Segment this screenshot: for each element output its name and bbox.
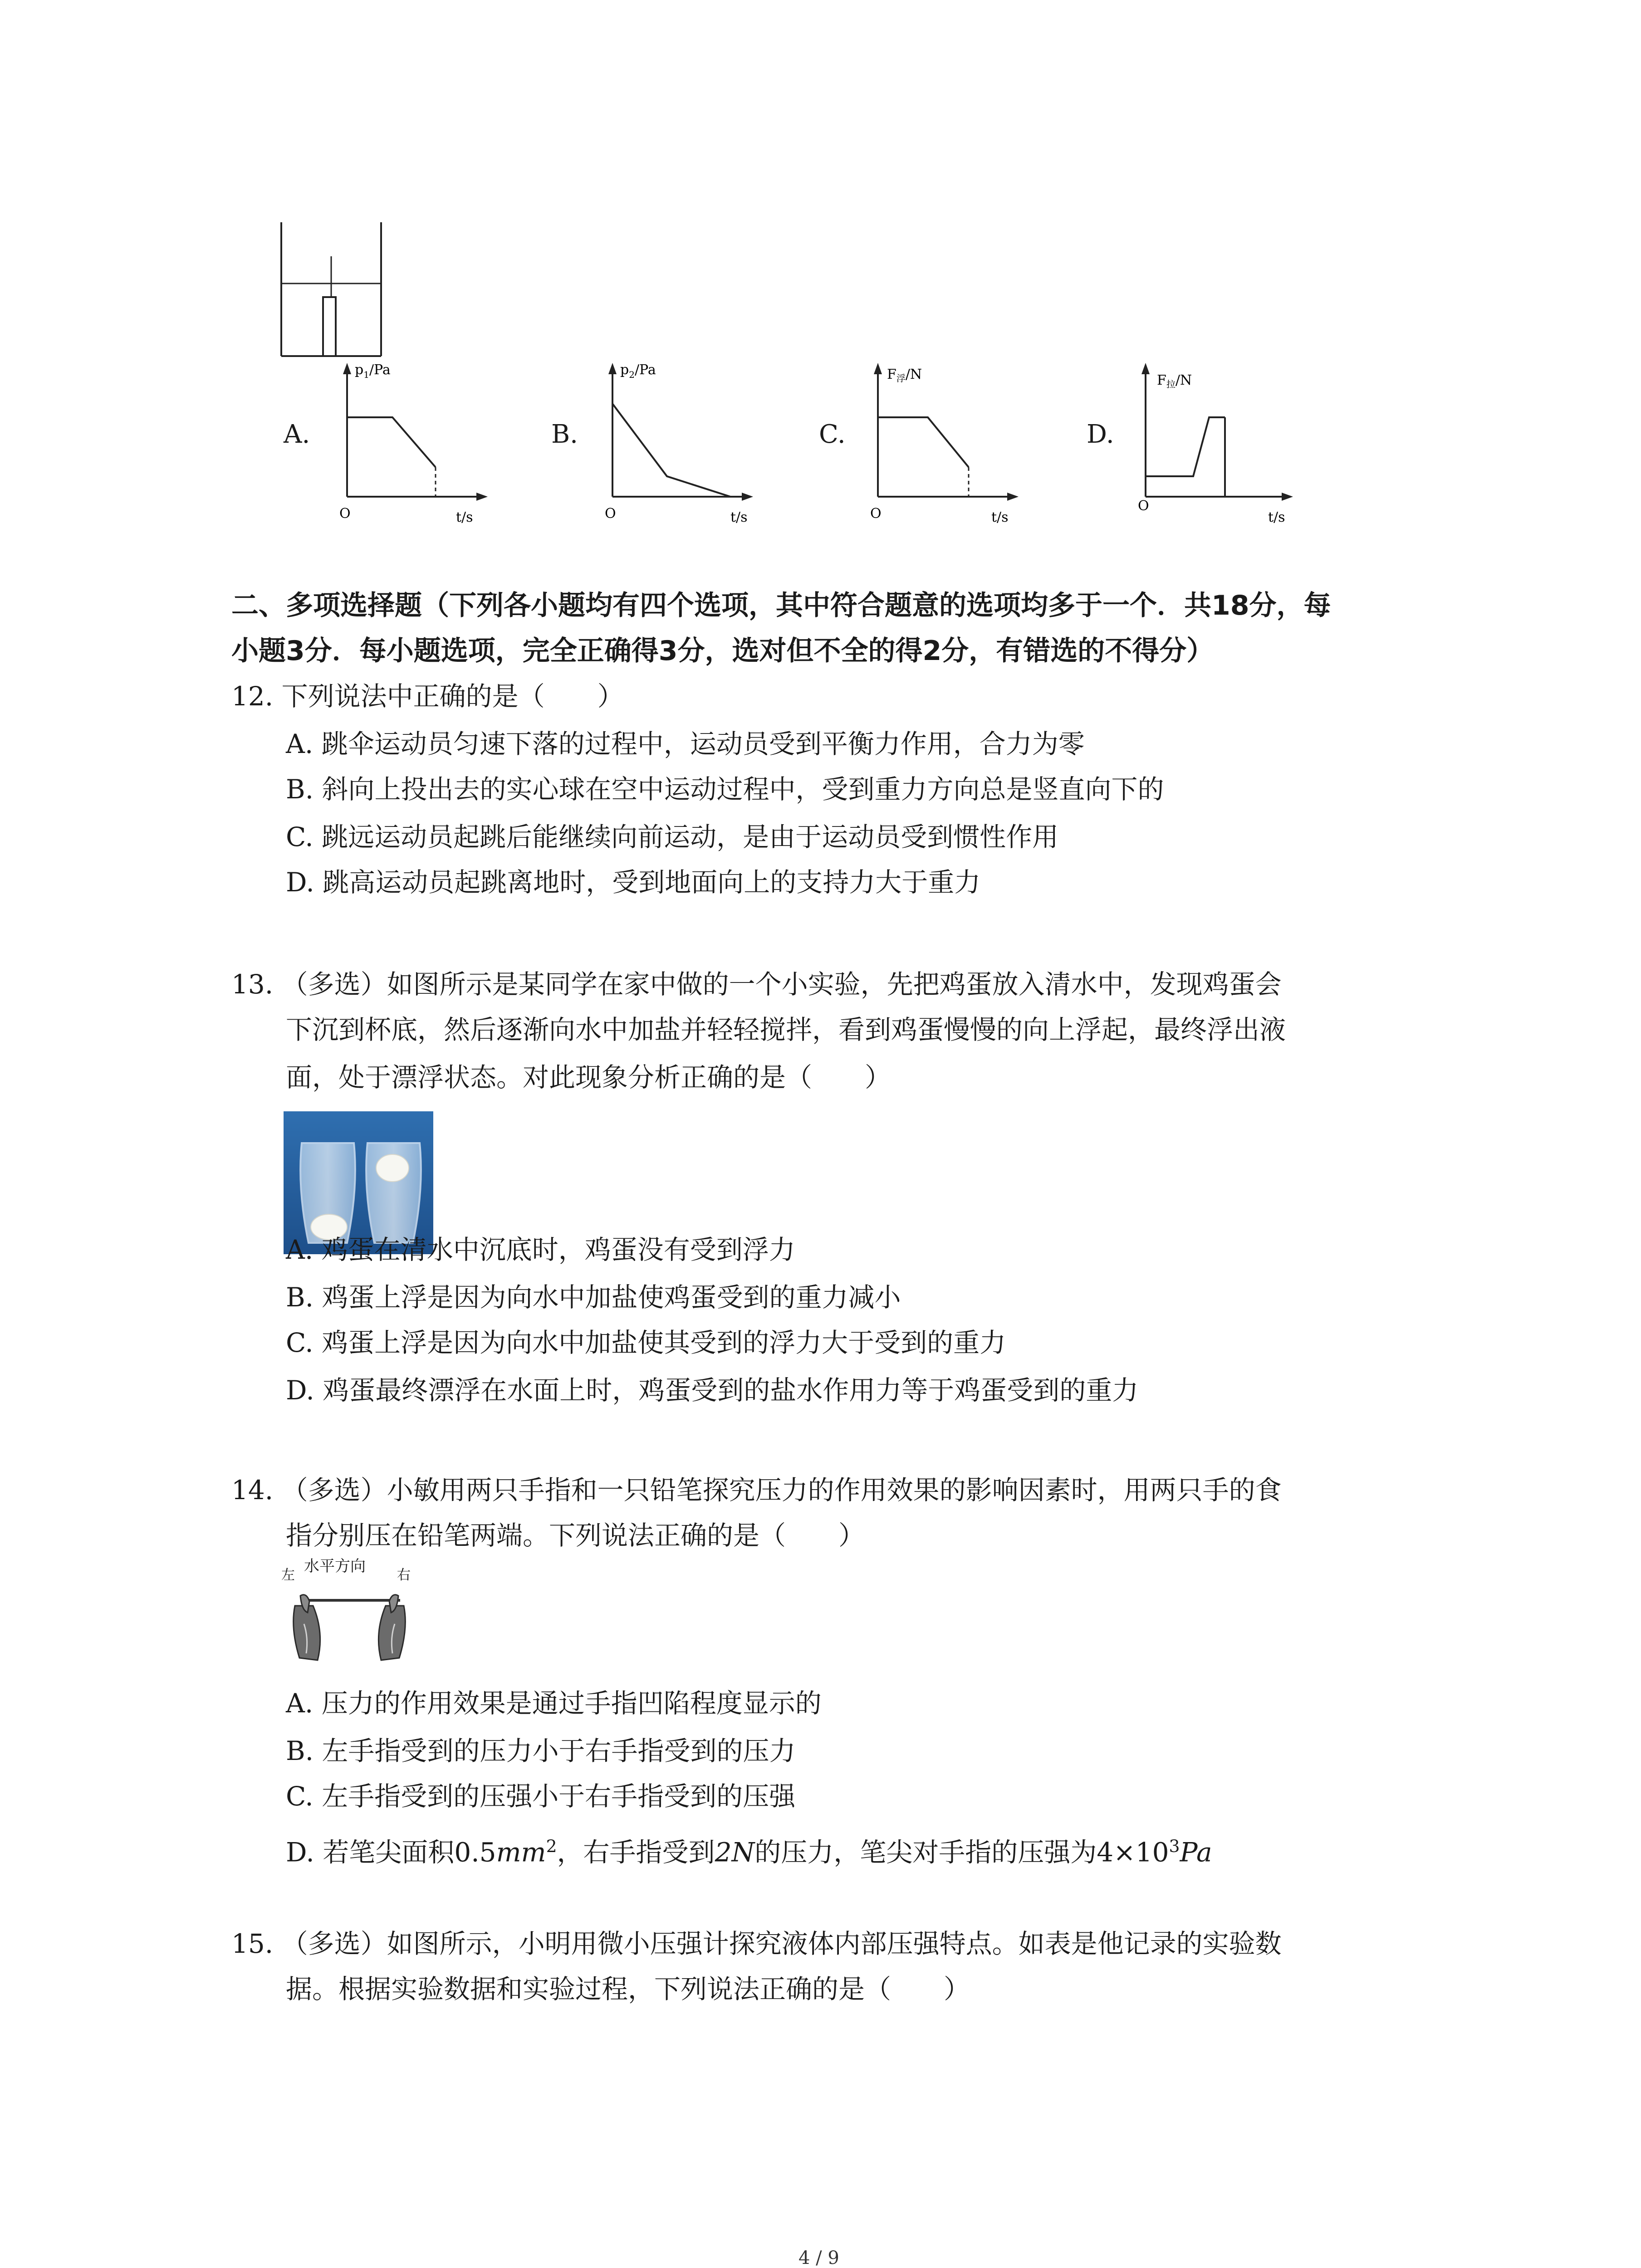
fig-label-right: 右 (397, 1567, 411, 1583)
q12-stem: 12. 下列说法中正确的是（ ） (231, 681, 624, 712)
q14-option-a: A. 压力的作用效果是通过手指凹陷程度显示的 (286, 1688, 822, 1719)
graph-a-xlabel: t/s (456, 509, 473, 525)
fig-label-left: 左 (281, 1567, 295, 1583)
q13-stem-line1: 13. （多选）如图所示是某同学在家中做的一个小实验，先把鸡蛋放入清水中，发现鸡蛋会 (231, 969, 1282, 1000)
q14-option-d: D. 若笔尖面积$0.5mm^2$，右手指受到2N的压力，笔尖对手指的压强为$4\times 10^3Pa$ (286, 1836, 1212, 1868)
q15-stem-line1: 15. （多选）如图所示，小明用微小压强计探究液体内部压强特点。如表是他记录的实验数 (231, 1928, 1282, 1959)
section2-heading-line1: 二、多项选择题（下列各小题均有四个选项，其中符合题意的选项均多于一个．共18分，每 (231, 590, 1331, 621)
q14-option-c: C. 左手指受到的压强小于右手指受到的压强 (286, 1781, 796, 1812)
hands-illustration (281, 1579, 417, 1665)
q13-option-d: D. 鸡蛋最终漂浮在水面上时，鸡蛋受到的盐水作用力等于鸡蛋受到的重力 (286, 1375, 1139, 1406)
q13-option-c: C. 鸡蛋上浮是因为向水中加盐使其受到的浮力大于受到的重力 (286, 1327, 1006, 1358)
graph-d-origin: O (1138, 498, 1149, 514)
force-value: 2 (715, 1837, 732, 1868)
pressure-value: 4×10 (1097, 1837, 1169, 1868)
graph-a-label: A. (284, 420, 310, 449)
graph-b-origin: O (605, 506, 616, 522)
q13-option-b: B. 鸡蛋上浮是因为向水中加盐使鸡蛋受到的重力减小 (286, 1282, 901, 1313)
graph-d-label: D. (1087, 420, 1114, 449)
graph-b-xlabel: t/s (730, 509, 748, 525)
q14-stem-line1: 14. （多选）小敏用两只手指和一只铅笔探究压力的作用效果的影响因素时，用两只手的食 (231, 1475, 1282, 1505)
q15-stem-line2: 据。根据实验数据和实验过程，下列说法正确的是（ ） (286, 1974, 970, 2004)
graph-c-label: C. (819, 420, 846, 449)
page-number: 4 / 9 (798, 2248, 839, 2268)
q14-option-b: B. 左手指受到的压力小于右手指受到的压力 (286, 1735, 796, 1766)
graph-c-origin: O (870, 506, 882, 522)
q12-option-c: C. 跳远运动员起跳后能继续向前运动，是由于运动员受到惯性作用 (286, 821, 1059, 852)
pencil-fingers-figure (281, 1554, 417, 1662)
fig-label-direction: 水平方向 (304, 1557, 366, 1575)
q12-option-d: D. 跳高运动员起跳离地时，受到地面向上的支持力大于重力 (286, 867, 981, 898)
q13-stem-line2: 下沉到杯底，然后逐渐向水中加盐并轻轻搅拌，看到鸡蛋慢慢的向上浮起，最终浮出液 (286, 1014, 1286, 1045)
graph-c-ylabel: $F_浮/N$ (887, 367, 922, 384)
area-value: 0.5 (454, 1837, 496, 1868)
graph-a (318, 354, 490, 531)
graph-a-origin: O (339, 506, 351, 522)
q12-option-a: A. 跳伞运动员匀速下落的过程中，运动员受到平衡力作用，合力为零 (286, 728, 1085, 759)
q12-option-b: B. 斜向上投出去的实心球在空中运动过程中，受到重力方向总是竖直向下的 (286, 774, 1164, 805)
graph-c (848, 354, 1021, 531)
graph-c-xlabel: t/s (991, 509, 1009, 525)
graph-a-ylabel: $p_1/Pa$ (355, 362, 391, 380)
graph-d (1116, 354, 1298, 531)
section2-heading-line2: 小题3分．每小题选项，完全正确得3分，选对但不全的得2分，有错选的不得分） (231, 635, 1214, 667)
q14-stem-line2: 指分别压在铅笔两端。下列说法正确的是（ ） (286, 1520, 865, 1551)
graph-d-xlabel: t/s (1268, 509, 1285, 525)
graph-b-ylabel: $p_2/Pa$ (620, 362, 656, 380)
graph-b (583, 354, 755, 531)
q13-stem-line3: 面，处于漂浮状态。对此现象分析正确的是（ ） (286, 1062, 892, 1093)
q13-option-a: A. 鸡蛋在清水中沉底时，鸡蛋没有受到浮力 (286, 1234, 795, 1265)
graph-d-ylabel: $F_拉/N$ (1157, 372, 1192, 390)
container-diagram (272, 218, 390, 363)
graph-b-label: B. (551, 420, 578, 449)
